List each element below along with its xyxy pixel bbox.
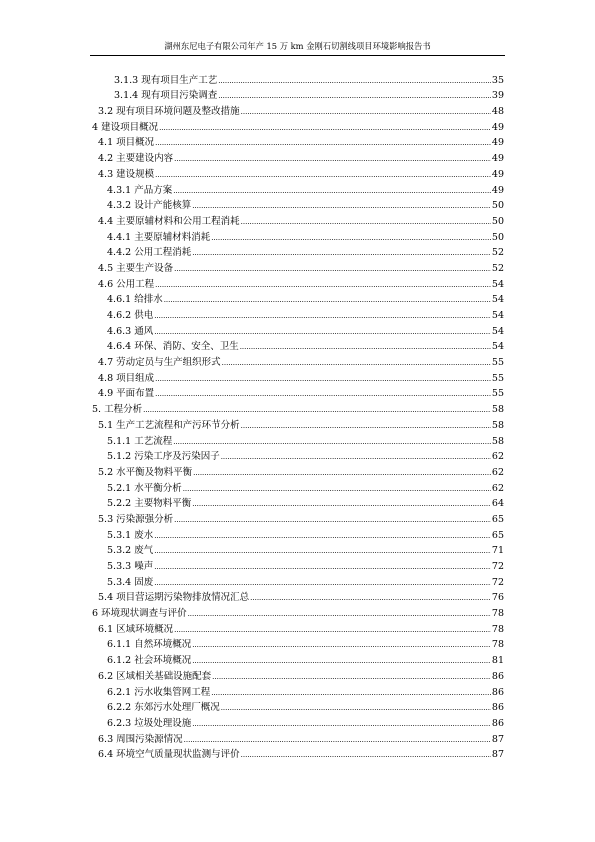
toc-leader-dots xyxy=(240,341,491,353)
toc-entry-title: 3.1.3 现有项目生产工艺 xyxy=(114,74,218,86)
toc-entry-title: 4.4 主要原辅材料和公用工程消耗 xyxy=(98,215,240,227)
toc-leader-dots xyxy=(159,122,491,134)
toc-entry[interactable] xyxy=(92,479,504,495)
toc-entry-page-number: 72 xyxy=(491,576,504,588)
toc-entry-page-number: 86 xyxy=(491,670,504,682)
toc-leader-dots xyxy=(155,373,491,385)
toc-entry-title: 4.4.1 主要原辅材料消耗 xyxy=(107,231,211,243)
toc-entry[interactable] xyxy=(92,87,504,103)
toc-leader-dots xyxy=(173,436,491,448)
toc-entry-page-number: 72 xyxy=(491,561,504,572)
toc-entry-title: 6.1.2 社会环境概况 xyxy=(107,655,192,667)
toc-leader-dots xyxy=(143,404,491,416)
toc-entry-page-number: 49 xyxy=(491,121,504,133)
toc-leader-dots xyxy=(174,514,491,526)
toc-entry[interactable] xyxy=(92,165,504,181)
toc-entry[interactable] xyxy=(92,416,504,432)
toc-entry[interactable] xyxy=(92,495,504,511)
toc-entry-title: 4.2 主要建设内容 xyxy=(98,153,174,165)
toc-entry-title: 4.6.3 通风 xyxy=(107,325,154,337)
toc-entry-page-number: 86 xyxy=(491,702,504,714)
toc-entry-title: 4.7 劳动定员与生产组织形式 xyxy=(98,357,221,369)
toc-entry-page-number: 78 xyxy=(491,639,504,651)
toc-entry-page-number: 78 xyxy=(491,623,504,635)
toc-entry[interactable] xyxy=(92,463,504,479)
toc-entry[interactable] xyxy=(92,526,504,542)
toc-leader-dots xyxy=(192,247,491,259)
toc-entry-title: 4.6.4 环保、消防、安全、卫生 xyxy=(107,341,239,353)
toc-entry[interactable] xyxy=(92,542,504,558)
toc-entry-page-number: 49 xyxy=(491,137,504,149)
toc-leader-dots xyxy=(154,310,491,322)
toc-entry-title: 5.3.3 噪声 xyxy=(107,561,154,572)
toc-entry-title: 6.1 区域环境概况 xyxy=(98,623,174,635)
toc-entry-page-number: 86 xyxy=(491,717,504,729)
toc-entry[interactable] xyxy=(92,338,504,354)
toc-leader-dots xyxy=(155,137,491,149)
toc-entry-page-number: 58 xyxy=(491,435,504,447)
toc-entry[interactable] xyxy=(92,448,504,464)
toc-entry-title: 5.2 水平衡及物料平衡 xyxy=(98,466,193,478)
toc-entry-page-number: 39 xyxy=(491,90,504,102)
toc-entry-title: 4.3.1 产品方案 xyxy=(107,184,173,196)
toc-leader-dots xyxy=(192,498,491,510)
toc-entry-title: 5.1 生产工艺流程和产污环节分析 xyxy=(98,419,240,431)
toc-entry[interactable] xyxy=(92,604,504,620)
toc-entry-title: 4.5 主要生产设备 xyxy=(98,262,174,274)
toc-entry-page-number: 49 xyxy=(491,184,504,196)
toc-entry[interactable] xyxy=(92,746,504,762)
toc-entry[interactable] xyxy=(92,149,504,165)
toc-leader-dots xyxy=(183,483,491,495)
toc-entry-page-number: 50 xyxy=(491,215,504,227)
toc-leader-dots xyxy=(222,357,491,369)
toc-entry-title: 5.1.2 污染工序及污染因子 xyxy=(107,451,220,463)
toc-entry-title: 5.4 项目营运期污染物排放情况汇总 xyxy=(98,592,250,604)
toc-entry-title: 6.2 区域相关基础设施配套 xyxy=(98,670,212,682)
toc-entry-title: 6.2.2 东郊污水处理厂概况 xyxy=(107,702,220,714)
toc-entry-page-number: 87 xyxy=(491,733,504,745)
toc-entry-page-number: 78 xyxy=(491,608,504,620)
toc-leader-dots xyxy=(192,639,491,651)
toc-entry-page-number: 71 xyxy=(491,545,504,557)
toc-leader-dots xyxy=(193,467,491,479)
toc-entry-title: 4.6.1 给排水 xyxy=(107,294,163,306)
toc-leader-dots xyxy=(241,749,491,761)
toc-leader-dots xyxy=(154,561,491,573)
toc-entry[interactable] xyxy=(92,620,504,636)
toc-entry-page-number: 48 xyxy=(491,106,504,118)
running-header: 湖州东尼电子有限公司年产 15 万 km 金刚石切割线项目环境影响报告书 xyxy=(164,41,431,51)
toc-entry-title: 4.4.2 公用工程消耗 xyxy=(107,247,192,259)
toc-entry[interactable] xyxy=(92,557,504,573)
toc-entry-title: 6 环境现状调查与评价 xyxy=(92,608,187,620)
toc-entry-page-number: 35 xyxy=(491,74,504,86)
toc-entry-page-number: 54 xyxy=(491,278,504,290)
toc-leader-dots xyxy=(184,734,491,746)
toc-entry-page-number: 62 xyxy=(491,466,504,478)
toc-entry-title: 4.3.2 设计产能核算 xyxy=(107,200,192,212)
toc-entry[interactable] xyxy=(92,385,504,401)
toc-leader-dots xyxy=(218,75,491,87)
toc-entry-page-number: 49 xyxy=(491,153,504,165)
toc-entry-title: 5.3 污染源强分析 xyxy=(98,513,174,525)
toc-entry-page-number: 62 xyxy=(491,482,504,494)
toc-entry[interactable] xyxy=(92,244,504,260)
toc-entry-title: 4.1 项目概况 xyxy=(98,137,155,149)
toc-leader-dots xyxy=(154,326,491,338)
toc-entry[interactable] xyxy=(92,197,504,213)
toc-entry-title: 4 建设项目概况 xyxy=(92,121,159,133)
toc-leader-dots xyxy=(174,153,491,165)
toc-leader-dots xyxy=(211,687,491,699)
toc-entry-title: 5. 工程分析 xyxy=(92,404,143,416)
toc-leader-dots xyxy=(155,169,491,181)
toc-leader-dots xyxy=(174,263,491,275)
toc-entry[interactable] xyxy=(92,699,504,715)
toc-leader-dots xyxy=(221,451,491,463)
toc-leader-dots xyxy=(221,702,491,714)
toc-entry[interactable] xyxy=(92,510,504,526)
toc-entry-page-number: 54 xyxy=(491,310,504,321)
toc-entry-page-number: 58 xyxy=(491,419,504,431)
toc-entry-title: 6.1.1 自然环境概况 xyxy=(107,639,192,651)
toc-entry-title: 3.2 现有项目环境问题及整改措施 xyxy=(98,106,240,118)
toc-entry-page-number: 65 xyxy=(491,529,504,541)
toc-entry-title: 5.3.1 废水 xyxy=(107,529,154,541)
toc-entry-page-number: 76 xyxy=(491,592,504,604)
toc-entry-title: 5.1.1 工艺流程 xyxy=(107,435,173,447)
toc-entry-page-number: 50 xyxy=(491,200,504,212)
toc-entry-page-number: 54 xyxy=(491,325,504,337)
toc-leader-dots xyxy=(173,185,491,197)
toc-entry[interactable] xyxy=(92,636,504,652)
toc-entry[interactable] xyxy=(92,353,504,369)
toc-entry-title: 4.9 平面布置 xyxy=(98,388,155,400)
toc-entry-page-number: 62 xyxy=(491,451,504,463)
toc-leader-dots xyxy=(188,608,491,620)
toc-entry-page-number: 86 xyxy=(491,686,504,698)
toc-entry-title: 4.6 公用工程 xyxy=(98,278,155,290)
toc-entry[interactable] xyxy=(92,181,504,197)
toc-entry-page-number: 49 xyxy=(491,168,504,180)
toc-leader-dots xyxy=(192,200,491,212)
toc-entry-page-number: 50 xyxy=(491,231,504,243)
toc-entry[interactable] xyxy=(92,102,504,118)
toc-leader-dots xyxy=(218,90,491,102)
toc-entry[interactable] xyxy=(92,275,504,291)
toc-entry-title: 3.1.4 现有项目污染调查 xyxy=(114,90,218,102)
toc-entry-title: 4.3 建设规模 xyxy=(98,168,155,180)
toc-entry[interactable] xyxy=(92,667,504,683)
toc-entry[interactable] xyxy=(92,71,504,87)
toc-entry[interactable] xyxy=(92,228,504,244)
toc-entry-title: 6.2.1 污水收集管网工程 xyxy=(107,686,211,698)
toc-entry[interactable] xyxy=(92,259,504,275)
toc-entry-title: 6.3 周围污染源情况 xyxy=(98,733,183,745)
toc-leader-dots xyxy=(174,624,491,636)
toc-entry-title: 4.6.2 供电 xyxy=(107,310,154,321)
toc-entry-page-number: 81 xyxy=(491,655,504,667)
toc-entry-page-number: 54 xyxy=(491,294,504,306)
table-of-contents xyxy=(92,71,504,761)
header-divider xyxy=(90,55,505,56)
toc-entry[interactable] xyxy=(92,683,504,699)
toc-leader-dots xyxy=(212,671,491,683)
toc-entry-page-number: 54 xyxy=(491,341,504,353)
toc-entry[interactable] xyxy=(92,573,504,589)
toc-entry-title: 6.4 环境空气质量现状监测与评价 xyxy=(98,749,240,761)
toc-entry-page-number: 52 xyxy=(491,247,504,259)
toc-entry[interactable] xyxy=(92,134,504,150)
toc-entry[interactable] xyxy=(92,118,504,134)
toc-entry-page-number: 55 xyxy=(491,388,504,400)
toc-leader-dots xyxy=(154,530,491,542)
toc-leader-dots xyxy=(241,420,491,432)
toc-entry-page-number: 64 xyxy=(491,498,504,510)
toc-entry[interactable] xyxy=(92,306,504,322)
toc-leader-dots xyxy=(155,388,491,400)
toc-entry[interactable] xyxy=(92,212,504,228)
toc-entry-page-number: 58 xyxy=(491,404,504,416)
toc-leader-dots xyxy=(211,232,491,244)
toc-entry-title: 5.3.4 固废 xyxy=(107,576,154,588)
toc-entry[interactable] xyxy=(92,369,504,385)
toc-entry-title: 5.3.2 废气 xyxy=(107,545,154,557)
toc-leader-dots xyxy=(154,577,491,589)
toc-leader-dots xyxy=(154,545,491,557)
toc-entry-page-number: 65 xyxy=(491,513,504,525)
toc-entry[interactable] xyxy=(92,730,504,746)
toc-leader-dots xyxy=(192,718,491,730)
toc-entry[interactable] xyxy=(92,400,504,416)
toc-entry[interactable] xyxy=(92,291,504,307)
toc-leader-dots xyxy=(241,106,491,118)
toc-entry-title: 4.8 项目组成 xyxy=(98,372,155,384)
toc-entry-title: 5.2.1 水平衡分析 xyxy=(107,482,182,494)
toc-leader-dots xyxy=(250,592,491,604)
toc-entry-title: 6.2.3 垃圾处理设施 xyxy=(107,717,192,729)
toc-entry[interactable] xyxy=(92,651,504,667)
toc-entry-page-number: 55 xyxy=(491,372,504,384)
toc-leader-dots xyxy=(164,294,491,306)
toc-leader-dots xyxy=(192,655,491,667)
toc-entry-page-number: 55 xyxy=(491,357,504,369)
toc-entry-title: 5.2.2 主要物料平衡 xyxy=(107,498,192,510)
toc-entry-page-number: 52 xyxy=(491,262,504,274)
toc-entry[interactable] xyxy=(92,589,504,605)
toc-leader-dots xyxy=(241,216,491,228)
toc-entry[interactable] xyxy=(92,322,504,338)
toc-leader-dots xyxy=(155,279,491,291)
toc-entry[interactable] xyxy=(92,432,504,448)
toc-entry-page-number: 87 xyxy=(491,749,504,761)
toc-entry[interactable] xyxy=(92,714,504,730)
